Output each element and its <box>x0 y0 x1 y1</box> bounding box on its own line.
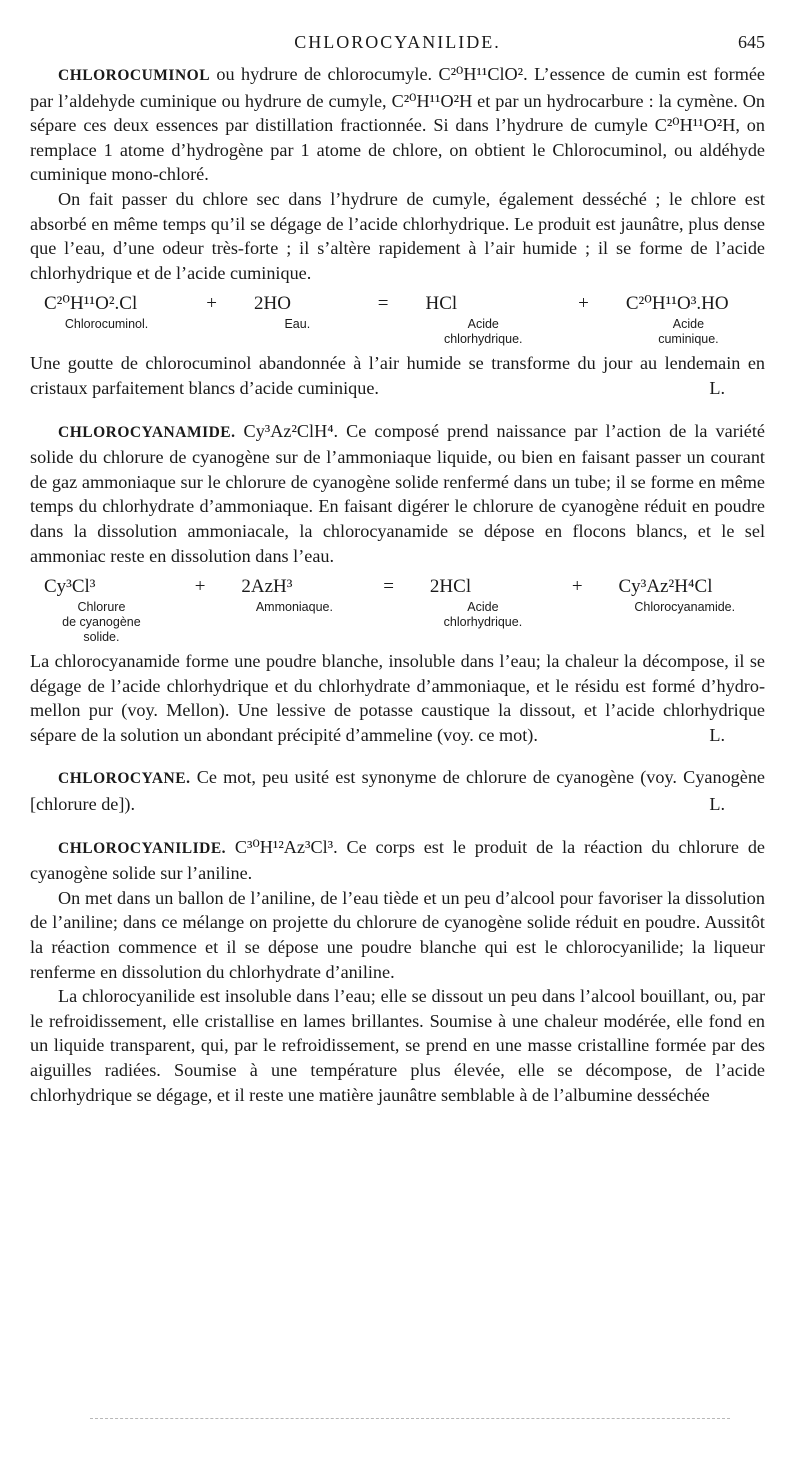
entry-paragraph: Ce mot, peu usité est synonyme de chlorure de cyanogène (voy. Cyanogène [chlorure de]). <box>30 767 765 815</box>
entry-chlorocyanilide <box>30 835 765 1108</box>
equation-label: Acide chlorhydrique. <box>443 600 523 630</box>
entry-paragraph: Cy³Az²ClH⁴. Ce composé prend naissance par l’action de la variété solide du chlorure de cyanogène sur de l’ammoniaque liquide, ou bien en faisant passer un courant de gaz ammoniaque sur le chlorure de cyanogène solide renfermé dans un tube; il se forme en même temps du chlorhydrate d’ammoniaque. En faisant digérer le chlorure de cyanogène réduit en poudre dans la dissolution ammoniacale, la chlorocyanamide se dépose en flocons blancs, et le sel ammoniac reste en dissolution dans l’eau. <box>30 420 765 566</box>
entry-paragraph: On met dans un ballon de l’aniline, de l’eau tiède et un peu d’alcool pour favoriser la dissolution de l’aniline; dans ce mélange on projette du chlorure de cyanogène solide réduit en poudre. Aussitôt la réaction commence et il se dépose une poudre blanche qui est le chlorocyanilide; la liqueur renferme en dissolution du chlorhydrate d’aniline. <box>30 887 765 982</box>
equation-label: Eau. <box>284 317 311 332</box>
page-header <box>30 30 765 60</box>
equation-label: Acide cuminique. <box>658 317 719 347</box>
entry-paragraph: La chlorocyanamide forme une poudre blanche, insoluble dans l’eau; la chaleur la décompose, il se dégage de l’acide chlorhydrique et du chlorhydrate d’ammoniaque, et le résidu est formé d’hydro-mellon pur (voy. Mellon). Une lessive de potasse caustique la dissout, et l’acide chlorhydrique sépare de la solution un abondant précipité d’ammeline (voy. ce mot). <box>30 651 765 745</box>
entry-paragraph: On fait passer du chlore sec dans l’hydrure de cumyle, également desséché ; le chlore est absorbé en même temps qu’il se dégage de l’acide chlorhydrique. Le produit est jaunâtre, plus dense que l’eau, d’une odeur très-forte ; il s’altère rapidement à l’air humide ; il se forme de l’acide chlorhydrique et de l’acide cuminique. <box>30 188 765 283</box>
entry-headword: CHLOROCUMINOL <box>58 67 211 84</box>
equation-operator: + <box>206 293 217 315</box>
equation-term: HCl <box>425 293 458 315</box>
page-body <box>30 62 765 1107</box>
equation-label: Chlorure de cyanogène solide. <box>62 600 141 645</box>
entry-chlorocuminol <box>30 62 765 401</box>
equation-term: 2HCl <box>429 576 472 598</box>
entry-chlorocyane <box>30 765 765 816</box>
equation-term: C²⁰H¹¹O³.HO <box>625 293 729 315</box>
entry-headword: CHLOROCYANAMIDE. <box>58 423 236 441</box>
equation-operator: = <box>377 293 389 315</box>
equation-label: Ammoniaque. <box>255 600 333 615</box>
equation-label: Acide chlorhydrique. <box>443 317 523 347</box>
equation-term: 2HO <box>254 293 291 315</box>
page-number: 645 <box>738 32 765 52</box>
equation-term: Cy³Az²H⁴Cl <box>618 576 713 598</box>
equation-operator: + <box>578 293 589 315</box>
equation-label: Chlorocyanamide. <box>634 600 736 615</box>
entry-chlorocyanamide <box>30 419 765 748</box>
equation-operator: + <box>194 576 206 598</box>
running-title: CHLOROCYANILIDE. <box>294 32 501 52</box>
chemical-equation <box>30 574 765 645</box>
equation-term: 2AzH³ <box>241 576 293 598</box>
entry-paragraph: C³⁰H¹²Az³Cl³. Ce corps est le produit de la réaction du chlorure de cyanogène solide sur l’aniline. <box>30 836 765 884</box>
entry-paragraph: La chlorocyanilide est insoluble dans l’eau; elle se dissout un peu dans l’alcool bouillant, ou, par le refroidissement, elle cristallise en lames brillantes. Soumise à une chaleur modérée, elle fond en un liquide transparent, qui, par le refroidissement, se prend en une masse cristalline formée par des aiguilles radiées. Soumise à une température plus élevée, elle se décompose, de l’acide chlorhydrique se dégage, et il reste une matière jaunâtre semblable à de l’albumine desséchée <box>30 986 765 1105</box>
entry-paragraph: ou hydrure de chlorocumyle. C²⁰H¹¹ClO². L’essence de cumin est formée par l’aldehyde cuminique ou hydrure de cumyle, C²⁰H¹¹O²H et par un hydrocarbure : la cymène. On sépare ces deux essences par distillation fractionnée. Si dans l’hydrure de cumyle C²⁰H¹¹O²H, on remplace 1 atome d’hydrogène par 1 atome de chlore, on obtient le Chlorocuminol, ou aldéhyde cuminique mono-chloré. <box>30 64 765 185</box>
entry-headword: CHLOROCYANE. <box>58 770 191 788</box>
author-signature: L. <box>709 794 725 815</box>
equation-operator: + <box>571 576 583 598</box>
author-signature: L. <box>709 724 725 745</box>
author-signature: L. <box>709 377 725 398</box>
equation-label: Chlorocuminol. <box>64 317 149 332</box>
entry-paragraph: Une goutte de chlorocuminol abandonnée à l’air humide se transforme du jour au lendemain en cristaux parfaitement blancs d’acide cuminique. <box>30 353 765 398</box>
footer-rule <box>90 1418 730 1419</box>
entry-headword: CHLOROCYANILIDE. <box>58 839 227 857</box>
equation-operator: = <box>383 576 395 598</box>
equation-term: C²⁰H¹¹O².Cl <box>44 293 138 315</box>
chemical-equation <box>30 291 765 347</box>
equation-term: Cy³Cl³ <box>43 576 96 598</box>
